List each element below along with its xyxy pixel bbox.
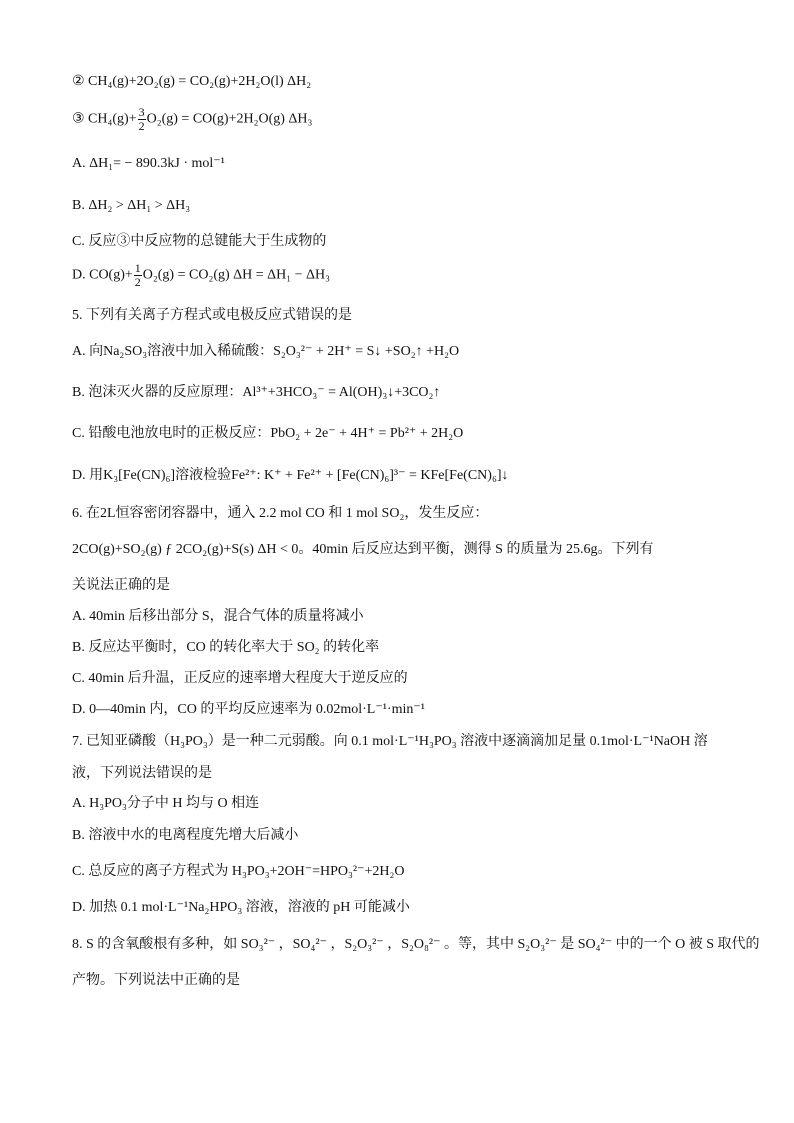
question-6-equation: 2CO(g)+SO₂(g) ƒ 2CO₂(g)+S(s) ΔH < 0。40min 后反应达到平衡，测得 S 的质量为 25.6g。下列有	[72, 542, 654, 557]
q4-option-a: A. ΔH₁= − 890.3kJ · mol⁻¹	[72, 156, 225, 171]
q5-option-a: A. 向Na₂SO₃溶液中加入稀硫酸：S₂O₃²⁻ + 2H⁺ = S↓ +SO₂↑ +H₂O	[72, 344, 460, 359]
q7-option-a: A. H₃PO₃分子中 H 均与 O 相连	[72, 796, 260, 811]
equation-3-right: O₂(g) = CO(g)+2H₂O(g) ΔH₃	[146, 111, 313, 127]
question-6-continued: 关说法正确的是	[72, 578, 170, 593]
q6-option-b: B. 反应达平衡时，CO 的转化率大于 SO₂ 的转化率	[72, 640, 380, 655]
q4-option-c: C. 反应③中反应物的总键能大于生成物的	[72, 234, 327, 249]
q6-option-a: A. 40min 后移出部分 S，混合气体的质量将减小	[72, 609, 364, 624]
question-6: 6. 在2L恒容密闭容器中，通入 2.2 mol CO 和 1 mol SO₂，发生反应：	[72, 506, 489, 521]
q6-option-c: C. 40min 后升温，正反应的速率增大程度大于逆反应的	[72, 671, 408, 686]
equation-2: ② CH₄(g)+2O₂(g) = CO₂(g)+2H₂O(l) ΔH₂	[72, 74, 312, 89]
q6-option-d: D. 0—40min 内，CO 的平均反应速率为 0.02mol·L⁻¹·min⁻¹	[72, 702, 425, 717]
fraction-three-halves: $\frac{3}{2}$	[138, 105, 145, 133]
question-7: 7. 已知亚磷酸（H₃PO₃）是一种二元弱酸。向 0.1 mol·L⁻¹H₃PO₃ 溶液中逐滴滴加足量 0.1mol·L⁻¹NaOH 溶	[72, 734, 708, 749]
question-5: 5. 下列有关离子方程式或电极反应式错误的是	[72, 308, 352, 323]
q5-option-b: B. 泡沫灭火器的反应原理：Al³⁺+3HCO₃⁻ = Al(OH)₃↓+3CO₂↑	[72, 385, 441, 400]
equation-3-left: ③ CH₄(g)+	[72, 111, 137, 127]
question-8: 8. S 的含氧酸根有多种，如 SO₃²⁻ ，SO₄²⁻ ，S₂O₃²⁻ ，S₂O₈²⁻ 。等，其中 S₂O₃²⁻ 是 SO₄²⁻ 中的一个 O 被 S 取代的	[72, 937, 760, 952]
question-7-continued: 液，下列说法错误的是	[72, 766, 212, 781]
q5-option-c: C. 铅酸电池放电时的正极反应：PbO₂ + 2e⁻ + 4H⁺ = Pb²⁺ + 2H₂O	[72, 426, 464, 441]
q4-option-d	[72, 262, 330, 289]
q7-option-b: B. 溶液中水的电离程度先增大后减小	[72, 828, 299, 843]
equation-3	[72, 106, 312, 133]
fraction-one-half: $\frac{1}{2}$	[134, 261, 141, 289]
q5-option-d: D. 用K₃[Fe(CN)₆]溶液检验Fe²⁺: K⁺ + Fe²⁺ + [Fe(CN)₆]³⁻ = KFe[Fe(CN)₆]↓	[72, 468, 509, 483]
q4-option-b: B. ΔH₂ > ΔH₁ > ΔH₃	[72, 198, 191, 213]
q7-option-d: D. 加热 0.1 mol·L⁻¹Na₂HPO₃ 溶液，溶液的 pH 可能减小	[72, 900, 410, 915]
q4-option-d-left: D. CO(g)+	[72, 267, 133, 283]
question-8-continued: 产物。下列说法中正确的是	[72, 973, 240, 988]
q4-option-d-right: O₂(g) = CO₂(g) ΔH = ΔH₁ − ΔH₃	[142, 267, 331, 283]
q7-option-c: C. 总反应的离子方程式为 H₃PO₃+2OH⁻=HPO₃²⁻+2H₂O	[72, 864, 405, 879]
